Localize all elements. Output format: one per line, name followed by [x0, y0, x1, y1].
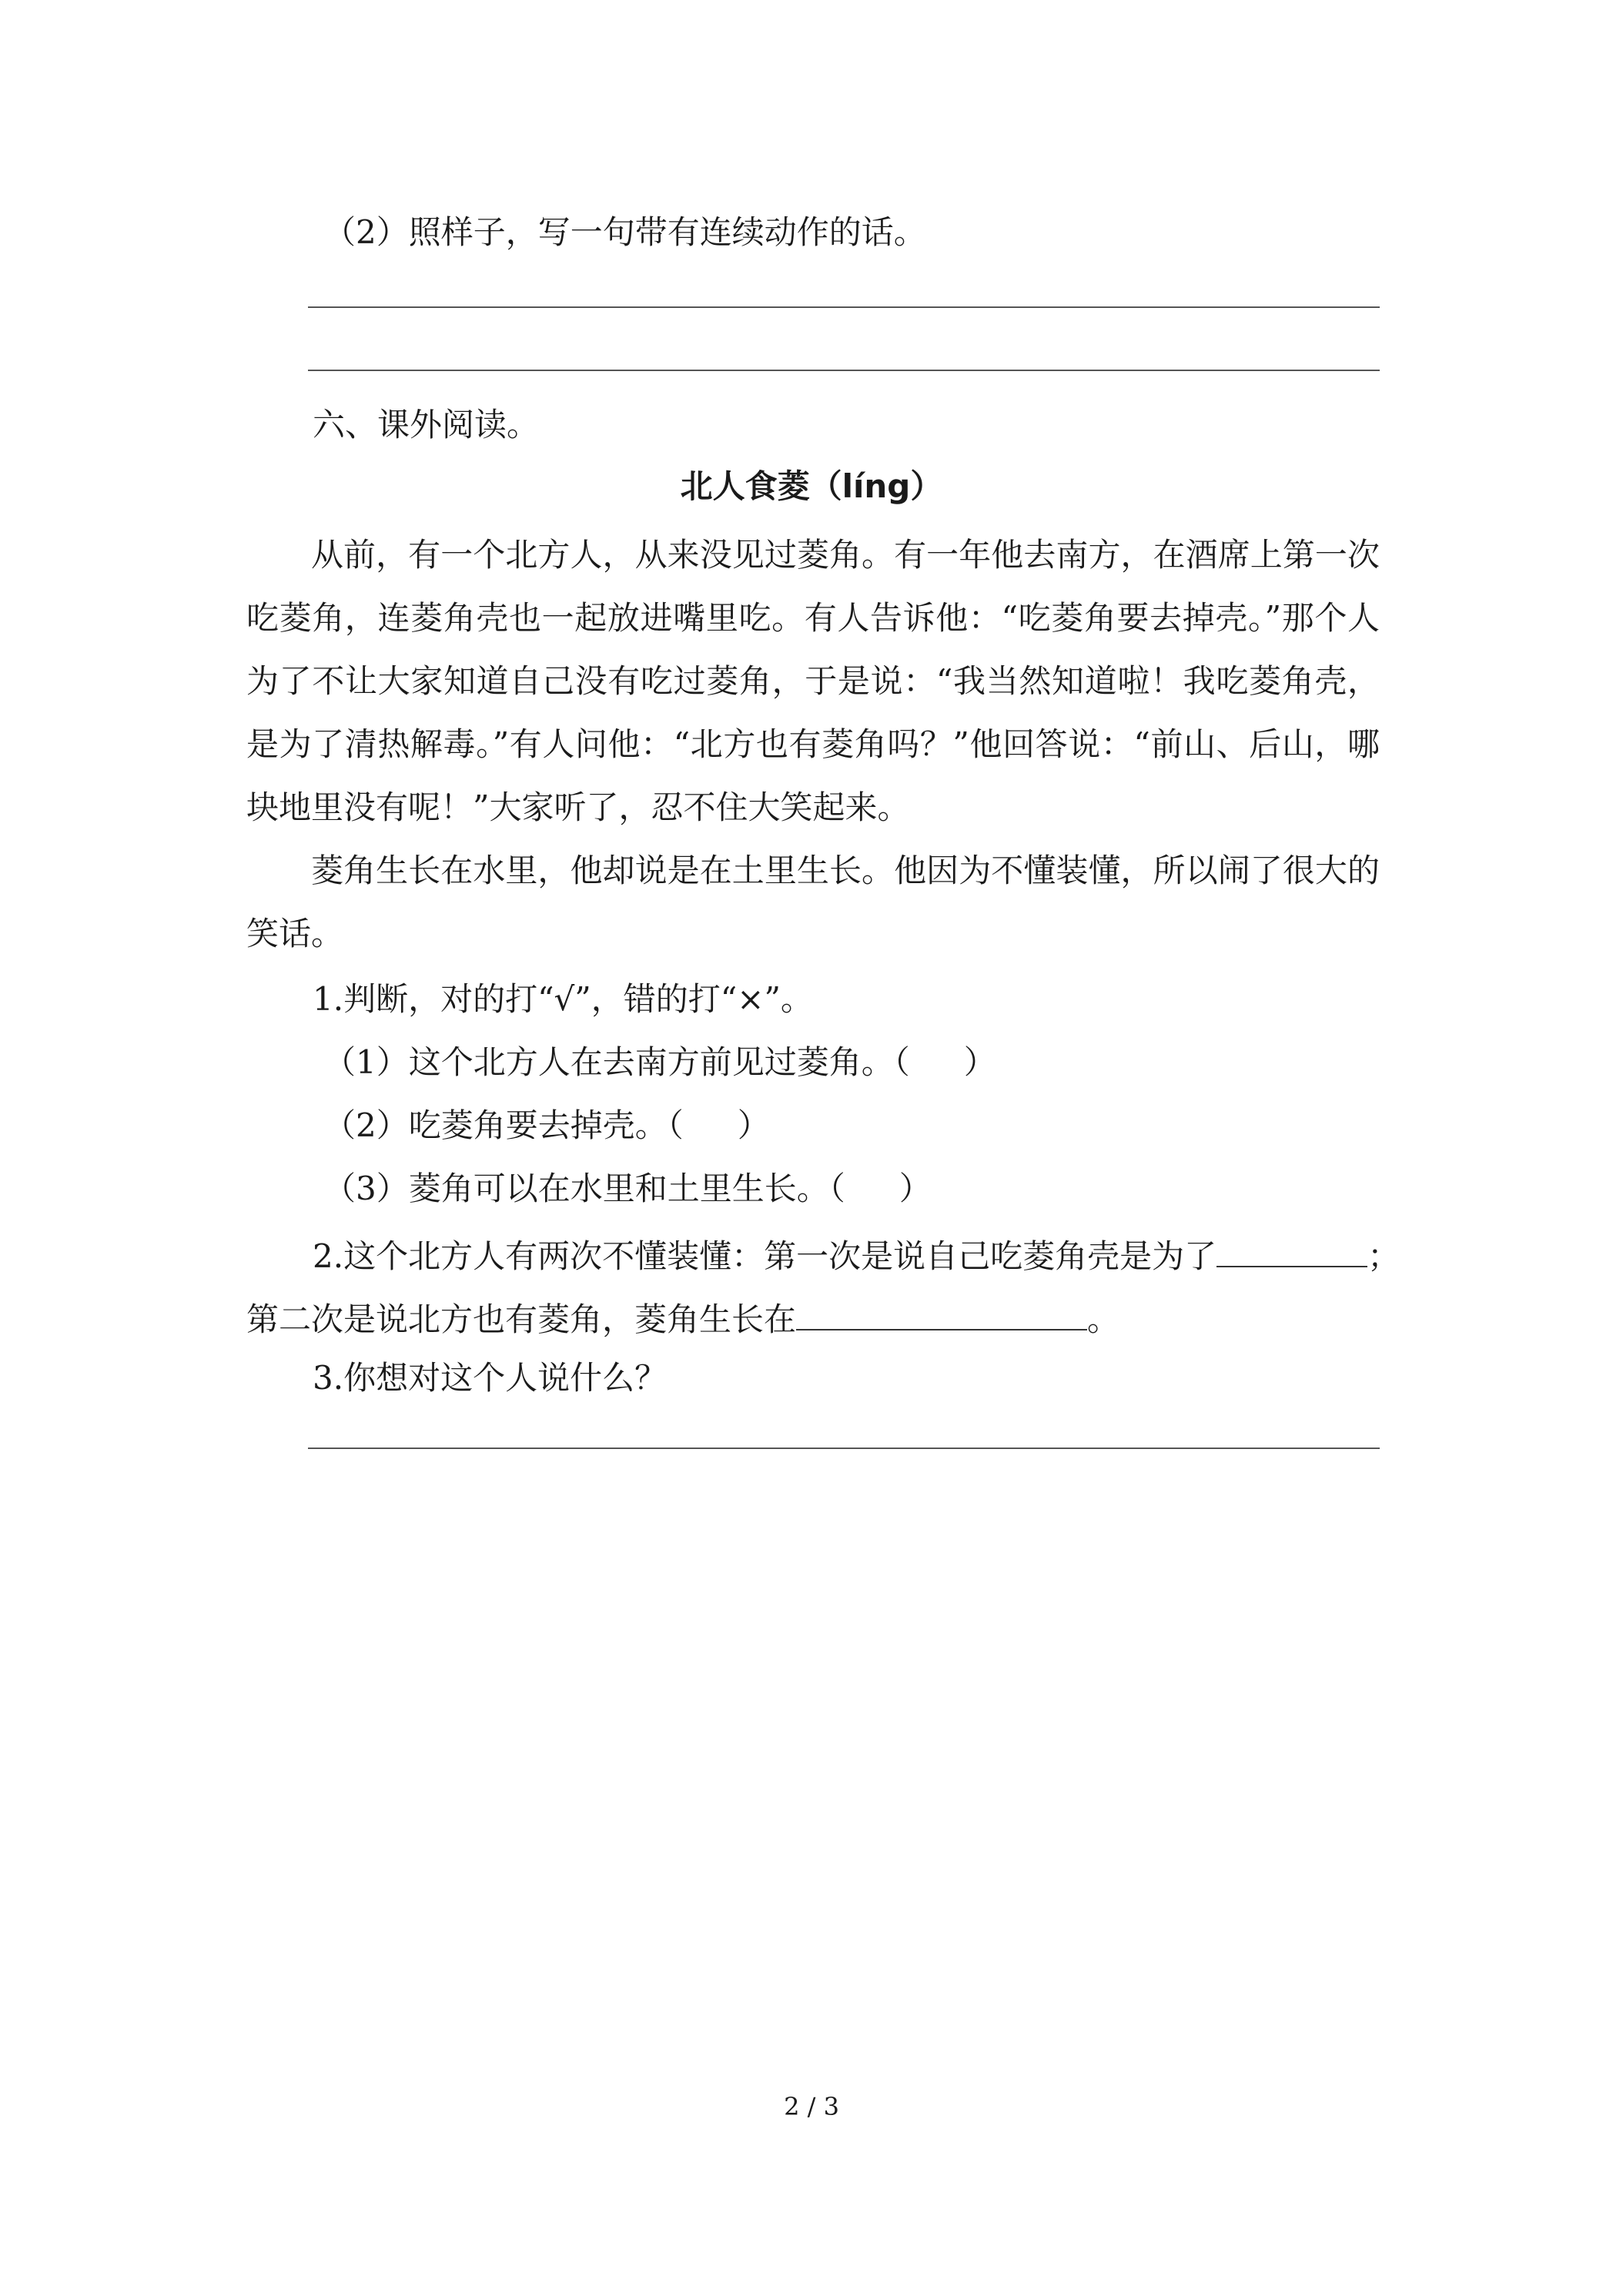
judge-item-2-text: （2）吃菱角要去掉壳。（ — [323, 1106, 684, 1144]
judge-item-2-close: ） — [737, 1106, 770, 1144]
judge-item-1-close: ） — [963, 1043, 996, 1081]
question-2-line-2 — [246, 1295, 1119, 1340]
judge-item-1-text: （1）这个北方人在去南方前见过菱角。（ — [323, 1043, 910, 1081]
question-1-prompt: 1.判断，对的打“√”，错的打“×”。 — [313, 980, 813, 1018]
question-3: 3.你想对这个人说什么？ — [313, 1359, 668, 1397]
judge-item-1 — [323, 1043, 996, 1083]
question-2-end-2: 。 — [1087, 1300, 1120, 1338]
judge-item-3-close: ） — [899, 1170, 932, 1207]
story-paragraph-2: 菱角生长在水里，他却说是在土里生长。他因为不懂装懂，所以闹了很大的笑话。 — [246, 852, 1380, 952]
judge-item-2 — [323, 1106, 770, 1146]
section-heading: 六、课外阅读。 — [313, 406, 540, 443]
fill-blank-1[interactable] — [1216, 1232, 1367, 1267]
answer-line-3[interactable] — [308, 1448, 1380, 1449]
answer-line-2[interactable] — [308, 370, 1380, 371]
story-title: 北人食菱（líng） — [680, 467, 943, 505]
question-2-end-1: ； — [1367, 1237, 1400, 1275]
question-2-line-1 — [313, 1232, 1400, 1277]
question-2-text-2: 第二次是说北方也有菱角，菱角生长在 — [246, 1300, 797, 1338]
story-paragraph-1: 从前，有一个北方人，从来没见过菱角。有一年他去南方，在酒席上第一次吃菱角，连菱角壳也一起放进嘴里吃。有人告诉他：“吃菱角要去掉壳。”那个人为了不让大家知道自己没有吃过菱角，于是说：“我当然知道啦！我吃菱角壳，是为了清热解毒。”有人问他：“北方也有菱角吗？”他回答说：“前山、后山，哪块地里没有呢！”大家听了，忍不住大笑起来。 — [246, 536, 1380, 826]
question-2-text-1: 2.这个北方人有两次不懂装懂：第一次是说自己吃菱角壳是为了 — [313, 1237, 1217, 1275]
question-5-2: （2）照样子，写一句带有连续动作的话。 — [323, 213, 926, 251]
page-number: 2 / 3 — [784, 2092, 839, 2121]
judge-item-3-text: （3）菱角可以在水里和土里生长。（ — [323, 1170, 845, 1207]
fill-blank-2[interactable] — [796, 1295, 1087, 1330]
judge-item-3 — [323, 1169, 932, 1209]
answer-line-1[interactable] — [308, 306, 1380, 308]
